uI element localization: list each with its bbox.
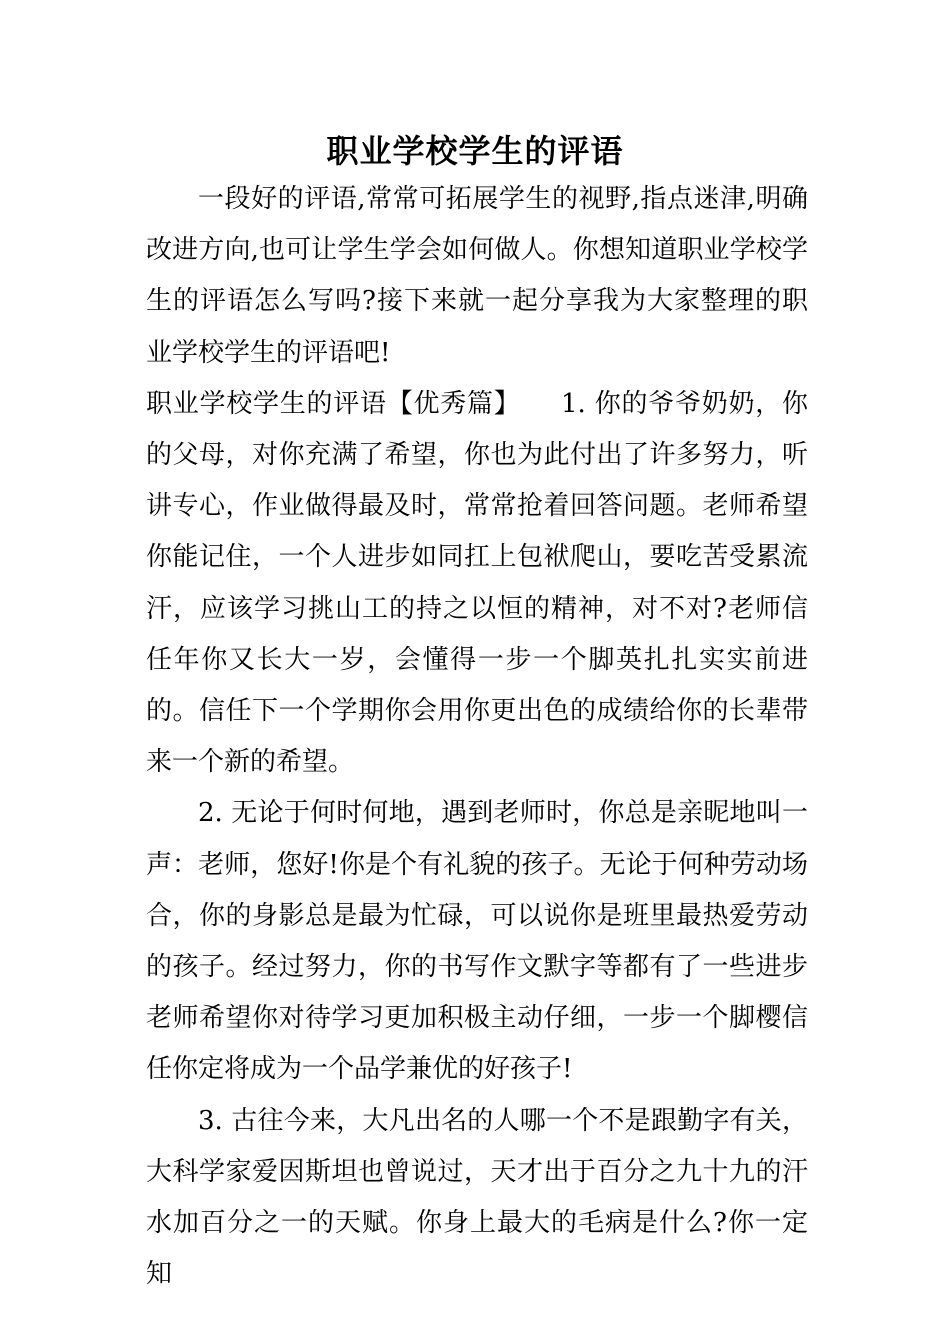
comment-paragraph-1: 职业学校学生的评语【优秀篇】 1. 你的爷爷奶奶，你的父母，对你充满了希望，你也为此付出了许多努力，听讲专心，作业做得最及时，常常抢着回答问题。老师希望你能记住，一个人进步如同扛上包袱爬山，要吃苦受累流汗，应该学习挑山工的持之以恒的精神，对不对?老师信任年你又长大一岁，会懂得一步一个脚英扎扎实实前进的。信任下一个学期你会用你更出色的成绩给你的长辈带来一个新的希望。 <box>146 388 808 778</box>
comment-paragraph-2: 2. 无论于何时何地，遇到老师时，你总是亲昵地叫一声：老师，您好!你是个有礼貌的孩子。无论于何种劳动场合，你的身影总是最为忙碌，可以说你是班里最热爱劳动的孩子。经过努力，你的书写作文默字等都有了一些进步老师希望你对待学习更加积极主动仔细，一步一个脚樱信任你定将成为一个品学兼优的好孩子! <box>146 798 808 1085</box>
intro-paragraph: 一段好的评语,常常可拓展学生的视野,指点迷津,明确改进方向,也可让学生学会如何做人。你想知道职业学校学生的评语怎么写吗?接下来就一起分享我为大家整理的职业学校学生的评语吧! <box>146 184 808 368</box>
document-body <box>146 174 808 1300</box>
document-title: 职业学校学生的评语 <box>326 132 624 170</box>
comment-paragraph-3: 3. 古往今来，大凡出名的人哪一个不是跟勤字有关，大科学家爱因斯坦也曾说过，天才出于百分之九十九的汗水加百分之一的天赋。你身上最大的毛病是什么?你一定知 <box>146 1105 808 1290</box>
